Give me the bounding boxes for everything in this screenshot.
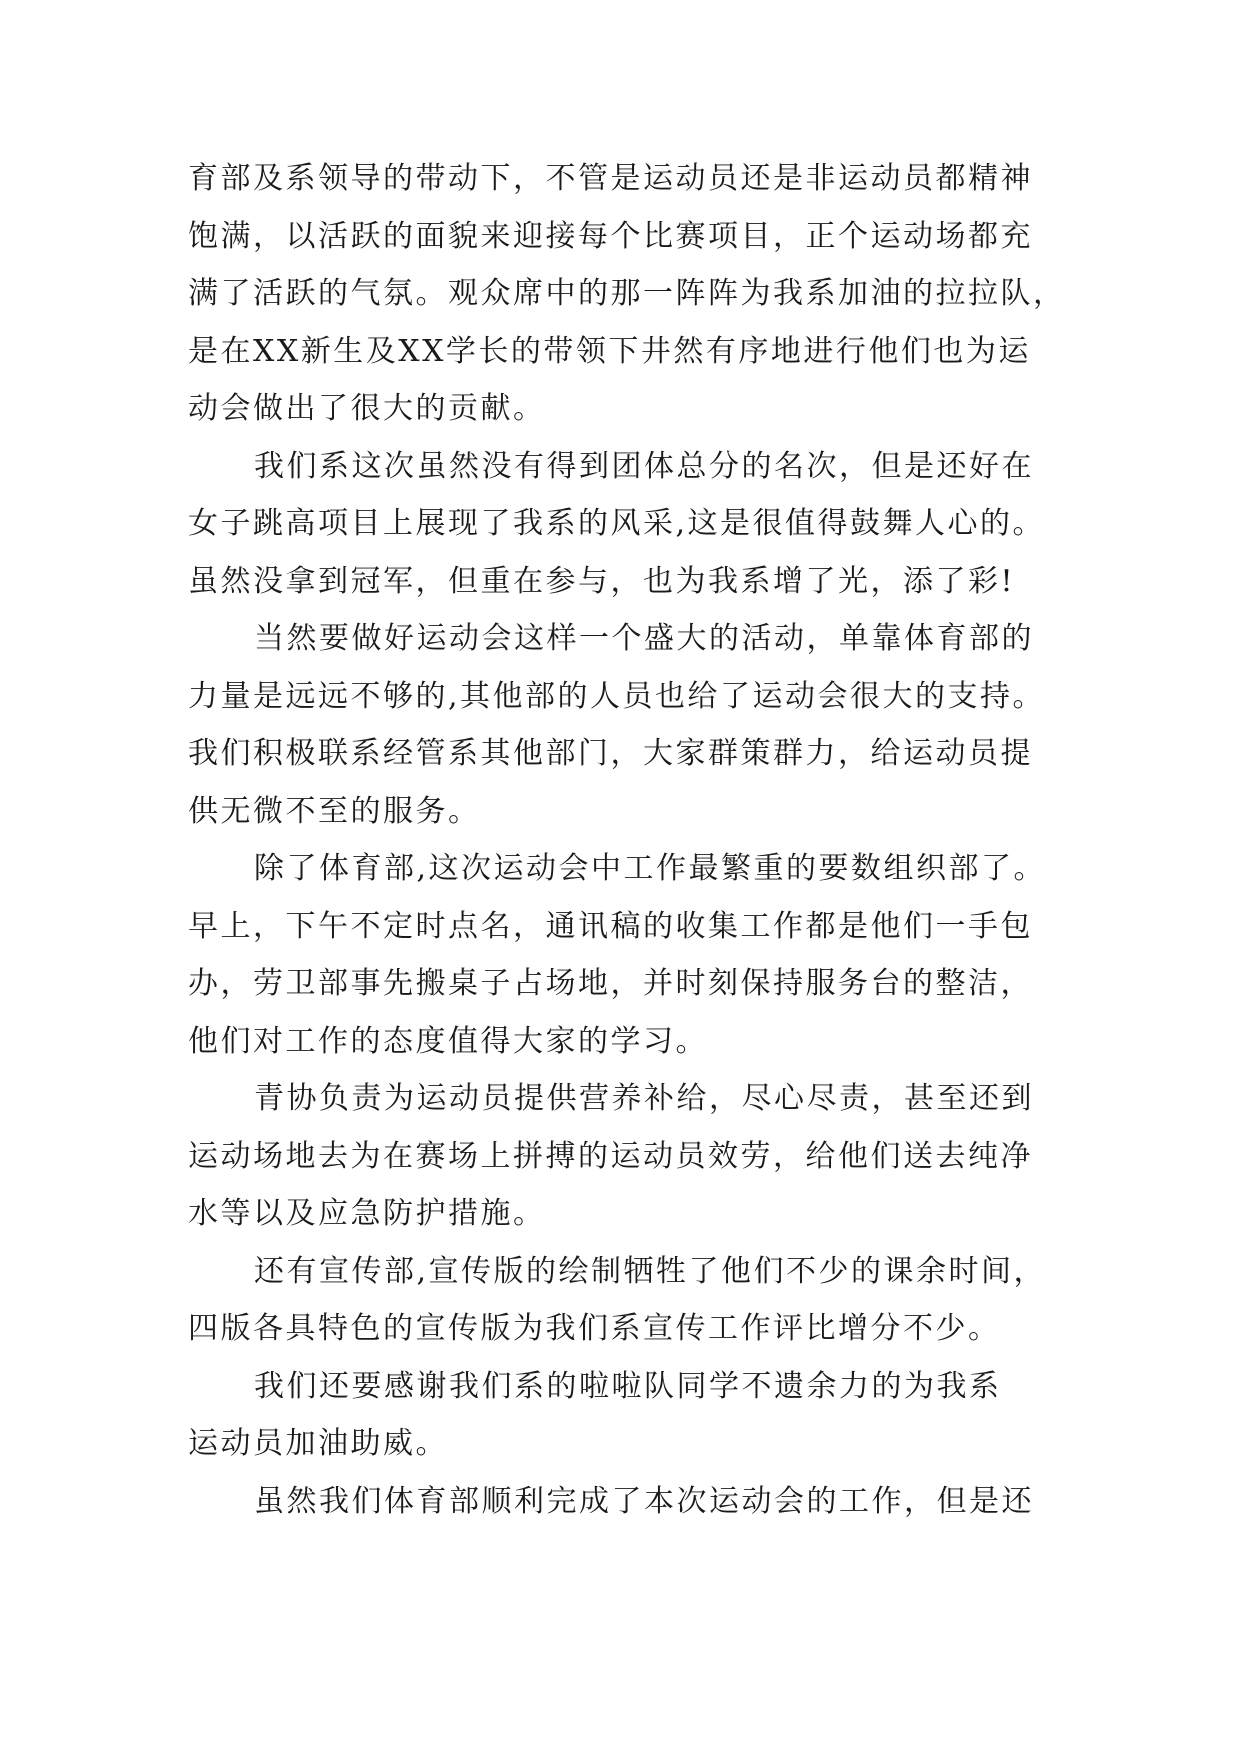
paragraph-first-line: 青协负责为运动员提供营养补给，尽心尽责，甚至还到 <box>254 1081 1034 1116</box>
paragraph-first-line: 当然要做好运动会这样一个盛大的活动，单靠体育部的 <box>254 621 1034 656</box>
text-line: 虽然没拿到冠军，但重在参与，也为我系增了光，添了彩! <box>188 563 1016 599</box>
text-line: 是在XX新生及XX学长的带领下井然有序地进行他们也为运 <box>188 333 1031 369</box>
text-line: 我们积极联系经管系其他部门，大家群策群力，给运动员提 <box>188 736 1033 771</box>
document-body <box>188 150 1068 1530</box>
paragraph-first-line: 除了体育部,这次运动会中工作最繁重的要数组织部了。 <box>254 851 1047 886</box>
text-line: 水等以及应急防护措施。 <box>188 1196 546 1231</box>
text-line: 力量是远远不够的,其他部的人员也给了运动会很大的支持。 <box>188 678 1046 714</box>
text-line: 女子跳高项目上展现了我系的风采,这是很值得鼓舞人心的。 <box>188 506 1046 541</box>
text-line: 动会做出了很大的贡献。 <box>188 391 546 426</box>
text-line: 办，劳卫部事先搬桌子占场地，并时刻保持服务台的整洁， <box>188 966 1033 1001</box>
text-line: 早上，下午不定时点名，通讯稿的收集工作都是他们一手包 <box>188 908 1033 944</box>
text-line: 满了活跃的气氛。观众席中的那一阵阵为我系加油的拉拉队， <box>188 276 1066 311</box>
text-line: 运动员加油助威。 <box>188 1426 448 1461</box>
text-line: 四版各具特色的宣传版为我们系宣传工作评比增分不少。 <box>188 1311 1001 1346</box>
paragraph-first-line: 我们还要感谢我们系的啦啦队同学不遗余力的为我系 <box>254 1368 1002 1404</box>
text-line: 供无微不至的服务。 <box>188 793 481 829</box>
text-line: 饱满，以活跃的面貌来迎接每个比赛项目，正个运动场都充 <box>188 218 1033 254</box>
paragraph-first-line: 虽然我们体育部顺利完成了本次运动会的工作，但是还 <box>254 1483 1034 1519</box>
paragraph-first-line: 我们系这次虽然没有得到团体总分的名次，但是还好在 <box>254 448 1034 484</box>
text-line: 育部及系领导的带动下，不管是运动员还是非运动员都精神 <box>188 161 1033 196</box>
text-line: 运动场地去为在赛场上拼搏的运动员效劳，给他们送去纯净 <box>188 1138 1033 1174</box>
text-line: 他们对工作的态度值得大家的学习。 <box>188 1023 708 1059</box>
paragraph-first-line: 还有宣传部,宣传版的绘制牺牲了他们不少的课余时间， <box>254 1253 1047 1289</box>
